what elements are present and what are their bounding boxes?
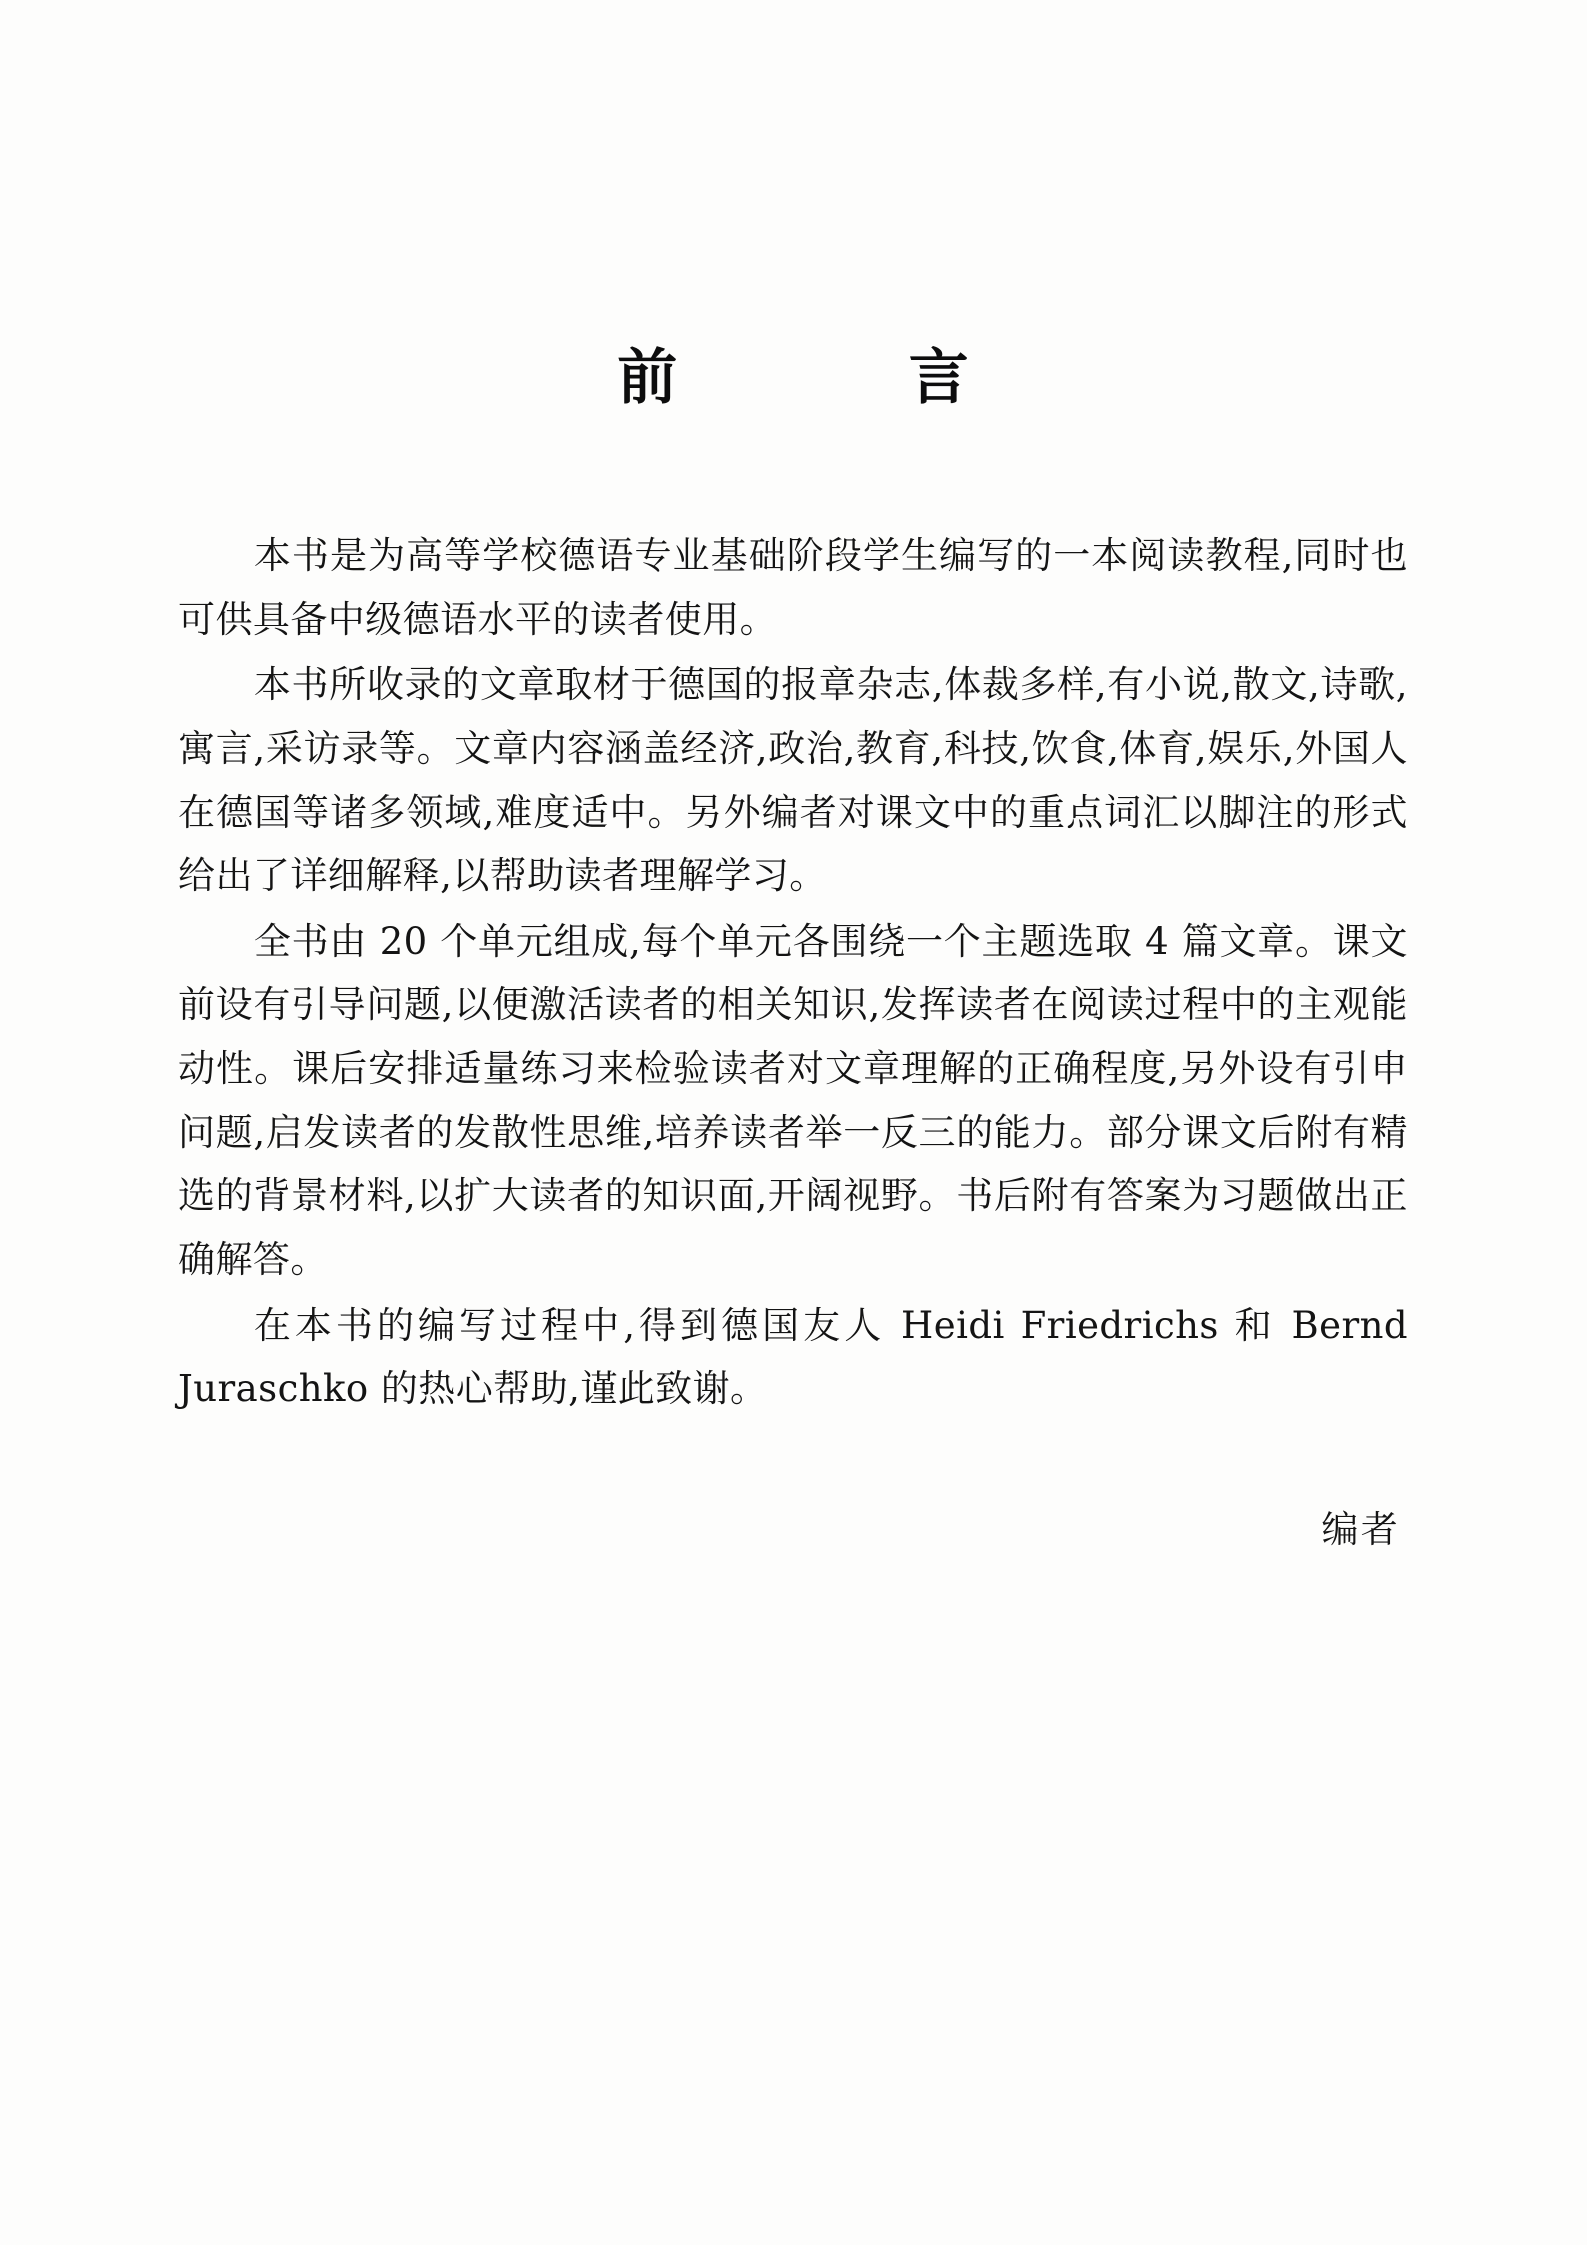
preface-body bbox=[178, 524, 1408, 1421]
paragraph: 本书是为高等学校德语专业基础阶段学生编写的一本阅读教程,同时也可供具备中级德语水平的读者使用。 bbox=[178, 534, 1408, 641]
paragraph: 本书所收录的文章取材于德国的报章杂志,体裁多样,有小说,散文,诗歌,寓言,采访录等。文章内容涵盖经济,政治,教育,科技,饮食,体育,娱乐,外国人在德国等诸多领域,难度适中。另外编者对课文中的重点词汇以脚注的形式给出了详细解释,以帮助读者理解学习。 bbox=[178, 663, 1408, 898]
paragraph: 在本书的编写过程中,得到德国友人 Heidi Friedrichs 和 Bernd Juraschko 的热心帮助,谨此致谢。 bbox=[178, 1303, 1408, 1411]
author-signature: 编者 bbox=[1321, 1507, 1400, 1551]
paragraph: 全书由 20 个单元组成,每个单元各围绕一个主题选取 4 篇文章。课文前设有引导问题,以便激活读者的相关知识,发挥读者在阅读过程中的主观能动性。课后安排适量练习来检验读者对文章理解的正确程度,另外设有引申问题,启发读者的发散性思维,培养读者举一反三的能力。部分课文后附有精选的背景材料,以扩大读者的知识面,开阔视野。书后附有答案为习题做出正确解答。 bbox=[178, 919, 1408, 1281]
page-content bbox=[178, 0, 1408, 1553]
page-title: 前 言 bbox=[617, 343, 1006, 413]
